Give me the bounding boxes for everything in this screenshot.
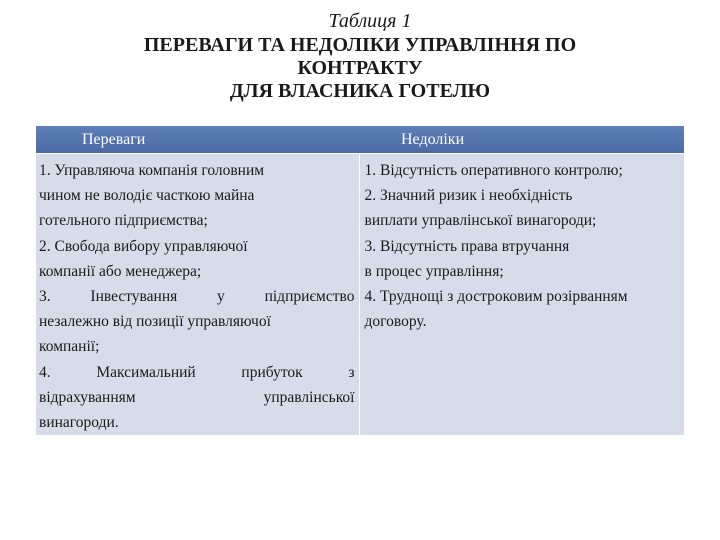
advantages-line: готельного підприємства;	[39, 212, 208, 230]
table-title-line-3: ДЛЯ ВЛАСНИКА ГОТЕЛЮ	[229, 80, 491, 102]
table-title-line-1: ПЕРЕВАГИ ТА НЕДОЛІКИ УПРАВЛІННЯ ПО	[143, 34, 577, 56]
disadvantages-line: 4. Труднощі з достроковим розірванням	[364, 288, 628, 306]
table-title-line-2: КОНТРАКТУ	[297, 57, 423, 79]
disadvantages-cell	[359, 154, 684, 436]
advantages-cell	[36, 154, 359, 436]
disadvantages-line: 1. Відсутність оперативного контролю;	[364, 162, 623, 179]
header-advantages: Переваги	[36, 126, 359, 154]
advantages-line: відрахуванням управлінської	[39, 388, 355, 406]
advantages-line: компанії;	[39, 338, 100, 356]
advantages-line: 1. Управляюча компанія головним	[39, 162, 265, 179]
advantages-line: незалежно від позиції управляючої	[39, 313, 271, 331]
advantages-line: 2. Свобода вибору управляючої	[39, 237, 248, 255]
table-number-label: Таблиця 1	[328, 10, 412, 32]
advantages-line: чином не володіє часткою майна	[39, 187, 255, 205]
disadvantages-line: в процес управління;	[364, 262, 504, 280]
advantages-line: 4. Максимальний прибуток з	[39, 363, 355, 381]
comparison-table	[36, 126, 684, 435]
advantages-line: компанії або менеджера;	[39, 262, 202, 280]
table-caption	[0, 8, 720, 103]
table-header-row	[36, 126, 684, 154]
advantages-line: винагороди.	[39, 414, 119, 432]
advantages-line: 3. Інвестування у підприємство	[39, 288, 355, 306]
header-disadvantages: Недоліки	[359, 126, 684, 154]
disadvantages-line: договору.	[364, 313, 427, 331]
table-row	[36, 154, 684, 436]
disadvantages-line: 2. Значний ризик і необхідність	[364, 187, 573, 205]
disadvantages-line: виплати управлінської винагороди;	[364, 212, 597, 230]
disadvantages-line: 3. Відсутність права втручання	[364, 237, 570, 255]
